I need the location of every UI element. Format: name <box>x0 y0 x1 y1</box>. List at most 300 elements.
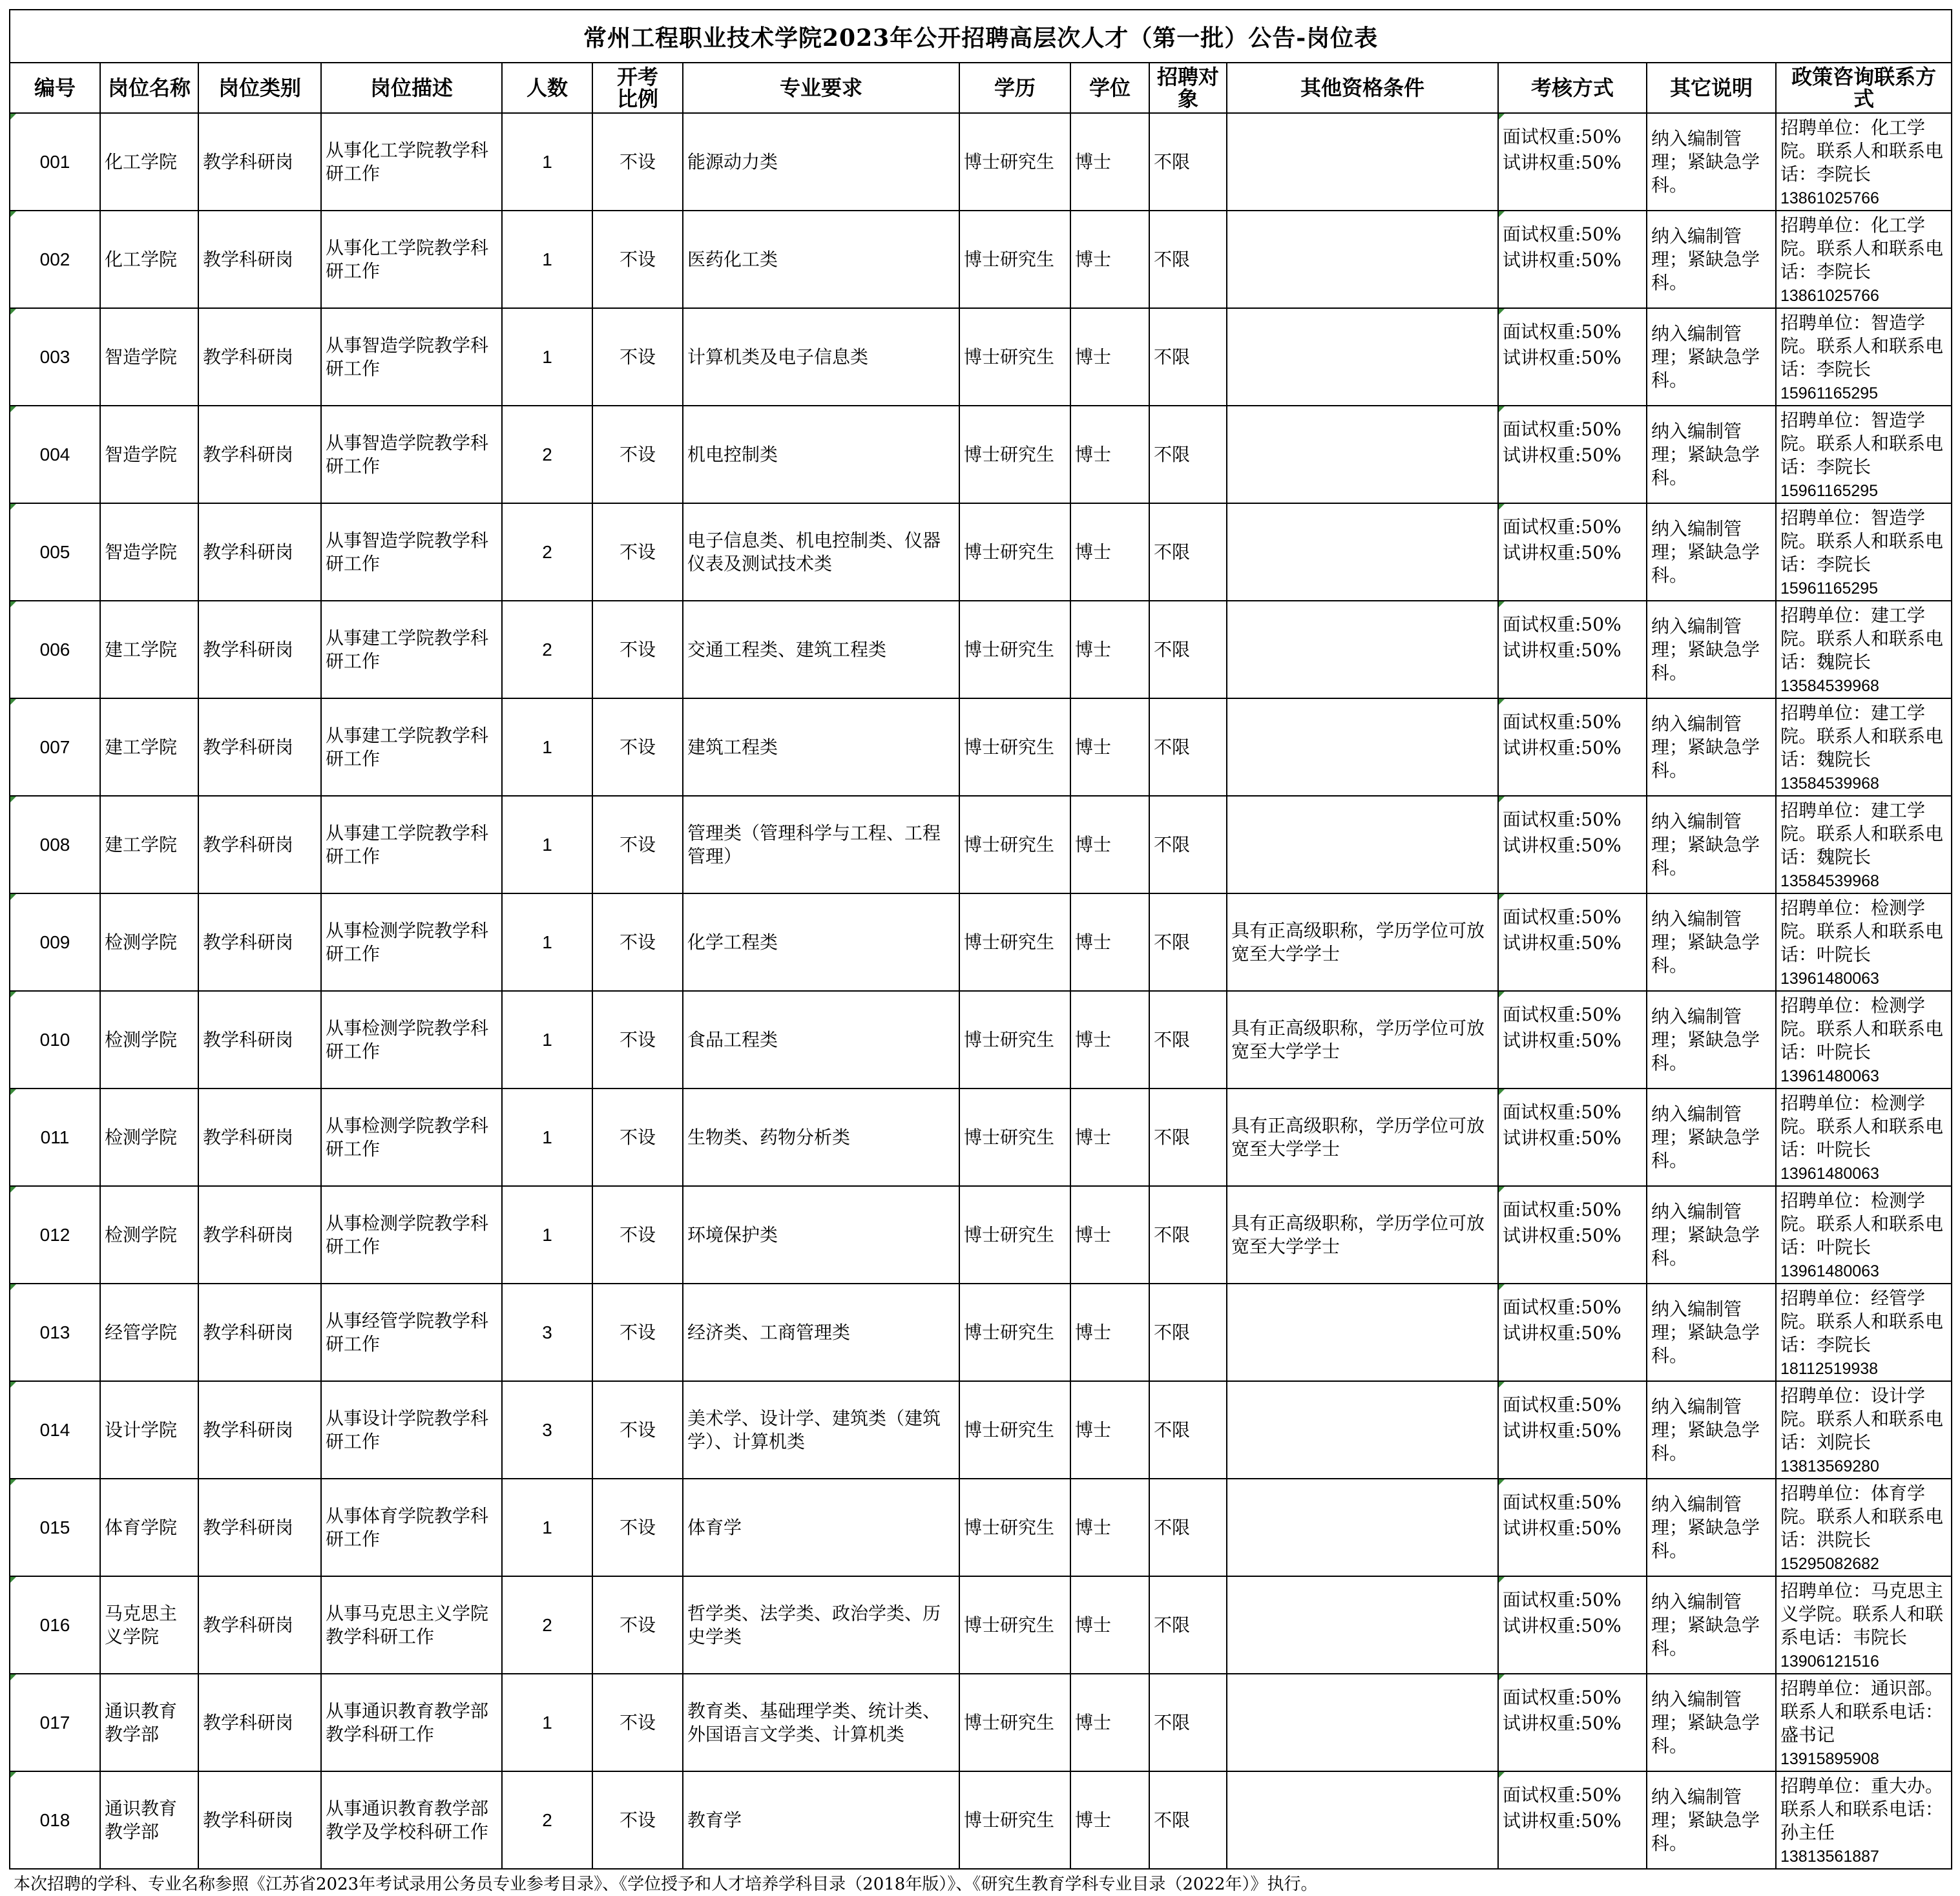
cell-notes: 纳入编制管理；紧缺急学科。 <box>1647 1089 1776 1186</box>
cell-description: 从事智造学院教学科研工作 <box>321 503 502 601</box>
cell-target: 不限 <box>1149 1381 1227 1479</box>
contact-phone: 13906121516 <box>1780 1652 1879 1671</box>
cell-notes: 纳入编制管理；紧缺急学科。 <box>1647 1381 1776 1479</box>
cell-notes: 纳入编制管理；紧缺急学科。 <box>1647 1186 1776 1284</box>
contact-text: 招聘单位：建工学院。联系人和联系电话：魏院长 <box>1780 702 1944 770</box>
cell-category: 教学科研岗 <box>198 1771 321 1869</box>
contact-phone: 13915895908 <box>1780 1750 1879 1768</box>
cell-no: 009 <box>10 893 100 991</box>
table-row <box>10 1771 1952 1869</box>
cell-target: 不限 <box>1149 893 1227 991</box>
cell-major: 经济类、工商管理类 <box>683 1284 959 1381</box>
cell-notes: 纳入编制管理；紧缺急学科。 <box>1647 211 1776 308</box>
cell-target: 不限 <box>1149 796 1227 893</box>
cell-position: 化工学院 <box>100 211 198 308</box>
header-target: 招聘对象 <box>1149 63 1227 113</box>
header-no: 编号 <box>10 63 100 113</box>
cell-no: 014 <box>10 1381 100 1479</box>
cell-education: 博士研究生 <box>959 1771 1070 1869</box>
table-body <box>10 113 1952 1869</box>
cell-other-conditions <box>1227 1771 1498 1869</box>
cell-description: 从事检测学院教学科研工作 <box>321 991 502 1089</box>
cell-category: 教学科研岗 <box>198 601 321 698</box>
cell-degree: 博士 <box>1070 503 1149 601</box>
cell-degree: 博士 <box>1070 1186 1149 1284</box>
cell-notes: 纳入编制管理；紧缺急学科。 <box>1647 1771 1776 1869</box>
cell-description: 从事化工学院教学科研工作 <box>321 113 502 211</box>
cell-count: 1 <box>502 991 592 1089</box>
lecture-weight: 试讲权重:50% <box>1503 932 1621 953</box>
cell-target: 不限 <box>1149 503 1227 601</box>
interview-weight: 面试权重:50% <box>1503 1101 1621 1123</box>
lecture-weight: 试讲权重:50% <box>1503 1420 1621 1441</box>
interview-weight: 面试权重:50% <box>1503 614 1621 635</box>
cell-major: 教育学 <box>683 1771 959 1869</box>
cell-position: 化工学院 <box>100 113 198 211</box>
cell-no: 001 <box>10 113 100 211</box>
cell-description: 从事建工学院教学科研工作 <box>321 796 502 893</box>
interview-weight: 面试权重:50% <box>1503 1004 1621 1025</box>
interview-weight: 面试权重:50% <box>1503 711 1621 733</box>
cell-exam <box>1498 1089 1647 1186</box>
cell-category: 教学科研岗 <box>198 991 321 1089</box>
cell-other-conditions <box>1227 1479 1498 1576</box>
cell-ratio: 不设 <box>592 1576 683 1674</box>
cell-position: 检测学院 <box>100 1186 198 1284</box>
cell-position: 检测学院 <box>100 1089 198 1186</box>
cell-contact <box>1776 1284 1952 1381</box>
lecture-weight: 试讲权重:50% <box>1503 444 1621 466</box>
cell-position: 体育学院 <box>100 1479 198 1576</box>
cell-other-conditions <box>1227 1284 1498 1381</box>
table-row <box>10 1381 1952 1479</box>
cell-category: 教学科研岗 <box>198 893 321 991</box>
cell-position: 建工学院 <box>100 601 198 698</box>
cell-target: 不限 <box>1149 1771 1227 1869</box>
cell-target: 不限 <box>1149 991 1227 1089</box>
cell-position: 检测学院 <box>100 893 198 991</box>
cell-description: 从事检测学院教学科研工作 <box>321 1186 502 1284</box>
contact-text: 招聘单位：设计学院。联系人和联系电话：刘院长 <box>1780 1385 1944 1453</box>
contact-phone: 13813561887 <box>1780 1848 1879 1866</box>
cell-position: 检测学院 <box>100 991 198 1089</box>
cell-category: 教学科研岗 <box>198 698 321 796</box>
contact-phone: 13584539968 <box>1780 872 1879 890</box>
cell-count: 3 <box>502 1381 592 1479</box>
cell-other-conditions <box>1227 698 1498 796</box>
cell-education: 博士研究生 <box>959 211 1070 308</box>
cell-no: 015 <box>10 1479 100 1576</box>
table-row <box>10 113 1952 211</box>
cell-education: 博士研究生 <box>959 113 1070 211</box>
cell-position: 智造学院 <box>100 503 198 601</box>
lecture-weight: 试讲权重:50% <box>1503 640 1621 661</box>
cell-exam <box>1498 1186 1647 1284</box>
interview-weight: 面试权重:50% <box>1503 321 1621 342</box>
cell-major: 建筑工程类 <box>683 698 959 796</box>
cell-category: 教学科研岗 <box>198 1479 321 1576</box>
contact-phone: 15961165295 <box>1780 384 1879 402</box>
cell-education: 博士研究生 <box>959 796 1070 893</box>
header-description: 岗位描述 <box>321 63 502 113</box>
cell-degree: 博士 <box>1070 893 1149 991</box>
table-row <box>10 503 1952 601</box>
header-contact: 政策咨询联系方式 <box>1776 63 1952 113</box>
cell-other-conditions <box>1227 211 1498 308</box>
cell-notes: 纳入编制管理；紧缺急学科。 <box>1647 1576 1776 1674</box>
cell-no: 012 <box>10 1186 100 1284</box>
cell-category: 教学科研岗 <box>198 308 321 406</box>
contact-phone: 13813569280 <box>1780 1457 1879 1475</box>
cell-degree: 博士 <box>1070 1771 1149 1869</box>
cell-other-conditions: 具有正高级职称，学历学位可放宽至大学学士 <box>1227 991 1498 1089</box>
cell-ratio: 不设 <box>592 1771 683 1869</box>
interview-weight: 面试权重:50% <box>1503 516 1621 537</box>
cell-count: 1 <box>502 1089 592 1186</box>
lecture-weight: 试讲权重:50% <box>1503 1127 1621 1149</box>
contact-text: 招聘单位：检测学院。联系人和联系电话：叶院长 <box>1780 897 1944 965</box>
cell-ratio: 不设 <box>592 113 683 211</box>
contact-text: 招聘单位：建工学院。联系人和联系电话：魏院长 <box>1780 605 1944 672</box>
contact-phone: 13961480063 <box>1780 1067 1879 1085</box>
cell-count: 1 <box>502 113 592 211</box>
contact-phone: 13961480063 <box>1780 1165 1879 1183</box>
cell-notes: 纳入编制管理；紧缺急学科。 <box>1647 601 1776 698</box>
cell-count: 1 <box>502 698 592 796</box>
cell-degree: 博士 <box>1070 1381 1149 1479</box>
table-row <box>10 601 1952 698</box>
cell-contact <box>1776 1381 1952 1479</box>
cell-notes: 纳入编制管理；紧缺急学科。 <box>1647 406 1776 503</box>
cell-other-conditions <box>1227 503 1498 601</box>
cell-degree: 博士 <box>1070 1576 1149 1674</box>
cell-education: 博士研究生 <box>959 1576 1070 1674</box>
cell-notes: 纳入编制管理；紧缺急学科。 <box>1647 1479 1776 1576</box>
cell-contact <box>1776 601 1952 698</box>
cell-contact <box>1776 1186 1952 1284</box>
cell-exam <box>1498 503 1647 601</box>
table-row <box>10 1089 1952 1186</box>
cell-other-conditions <box>1227 113 1498 211</box>
interview-weight: 面试权重:50% <box>1503 906 1621 928</box>
cell-ratio: 不设 <box>592 1284 683 1381</box>
table-row <box>10 211 1952 308</box>
cell-contact <box>1776 796 1952 893</box>
cell-no: 008 <box>10 796 100 893</box>
cell-category: 教学科研岗 <box>198 1089 321 1186</box>
cell-target: 不限 <box>1149 1089 1227 1186</box>
cell-no: 006 <box>10 601 100 698</box>
cell-target: 不限 <box>1149 1284 1227 1381</box>
cell-major: 机电控制类 <box>683 406 959 503</box>
cell-target: 不限 <box>1149 308 1227 406</box>
contact-text: 招聘单位：马克思主义学院。联系人和联系电话：韦院长 <box>1780 1580 1944 1648</box>
cell-no: 005 <box>10 503 100 601</box>
cell-ratio: 不设 <box>592 308 683 406</box>
cell-education: 博士研究生 <box>959 1186 1070 1284</box>
contact-text: 招聘单位：智造学院。联系人和联系电话：李院长 <box>1780 312 1944 380</box>
cell-position: 通识教育教学部 <box>100 1771 198 1869</box>
cell-exam <box>1498 211 1647 308</box>
cell-target: 不限 <box>1149 113 1227 211</box>
contact-text: 招聘单位：检测学院。联系人和联系电话：叶院长 <box>1780 995 1944 1063</box>
interview-weight: 面试权重:50% <box>1503 419 1621 440</box>
interview-weight: 面试权重:50% <box>1503 1199 1621 1220</box>
cell-count: 2 <box>502 601 592 698</box>
cell-count: 1 <box>502 796 592 893</box>
table-row <box>10 1576 1952 1674</box>
contact-phone: 15961165295 <box>1780 579 1879 598</box>
cell-description: 从事检测学院教学科研工作 <box>321 1089 502 1186</box>
cell-education: 博士研究生 <box>959 406 1070 503</box>
interview-weight: 面试权重:50% <box>1503 224 1621 245</box>
table-row <box>10 1284 1952 1381</box>
cell-position: 智造学院 <box>100 308 198 406</box>
cell-major: 交通工程类、建筑工程类 <box>683 601 959 698</box>
cell-degree: 博士 <box>1070 406 1149 503</box>
interview-weight: 面试权重:50% <box>1503 1297 1621 1318</box>
interview-weight: 面试权重:50% <box>1503 1784 1621 1806</box>
cell-no: 016 <box>10 1576 100 1674</box>
cell-no: 002 <box>10 211 100 308</box>
cell-contact <box>1776 1576 1952 1674</box>
cell-major: 管理类（管理科学与工程、工程管理） <box>683 796 959 893</box>
lecture-weight: 试讲权重:50% <box>1503 1810 1621 1831</box>
header-degree: 学位 <box>1070 63 1149 113</box>
header-category: 岗位类别 <box>198 63 321 113</box>
contact-text: 招聘单位：智造学院。联系人和联系电话：李院长 <box>1780 410 1944 477</box>
cell-other-conditions <box>1227 1674 1498 1771</box>
lecture-weight: 试讲权重:50% <box>1503 347 1621 368</box>
cell-target: 不限 <box>1149 1576 1227 1674</box>
cell-position: 建工学院 <box>100 796 198 893</box>
cell-degree: 博士 <box>1070 601 1149 698</box>
contact-text: 招聘单位：建工学院。联系人和联系电话：魏院长 <box>1780 800 1944 868</box>
contact-text: 招聘单位：体育学院。联系人和联系电话：洪院长 <box>1780 1483 1944 1550</box>
contact-phone: 15295082682 <box>1780 1555 1879 1573</box>
cell-ratio: 不设 <box>592 211 683 308</box>
cell-major: 体育学 <box>683 1479 959 1576</box>
contact-text: 招聘单位：经管学院。联系人和联系电话：李院长 <box>1780 1287 1944 1355</box>
cell-contact <box>1776 1674 1952 1771</box>
cell-ratio: 不设 <box>592 503 683 601</box>
cell-exam <box>1498 698 1647 796</box>
cell-position: 经管学院 <box>100 1284 198 1381</box>
table-row <box>10 1186 1952 1284</box>
contact-text: 招聘单位：智造学院。联系人和联系电话：李院长 <box>1780 507 1944 575</box>
table-row <box>10 893 1952 991</box>
cell-position: 建工学院 <box>100 698 198 796</box>
cell-category: 教学科研岗 <box>198 1674 321 1771</box>
lecture-weight: 试讲权重:50% <box>1503 835 1621 856</box>
cell-education: 博士研究生 <box>959 1089 1070 1186</box>
table-row <box>10 308 1952 406</box>
interview-weight: 面试权重:50% <box>1503 809 1621 830</box>
cell-count: 1 <box>502 1186 592 1284</box>
cell-position: 设计学院 <box>100 1381 198 1479</box>
lecture-weight: 试讲权重:50% <box>1503 1713 1621 1734</box>
cell-exam <box>1498 406 1647 503</box>
contact-phone: 13861025766 <box>1780 287 1879 305</box>
cell-other-conditions <box>1227 796 1498 893</box>
cell-education: 博士研究生 <box>959 601 1070 698</box>
cell-degree: 博士 <box>1070 991 1149 1089</box>
lecture-weight: 试讲权重:50% <box>1503 737 1621 758</box>
cell-description: 从事通识教育教学部教学及学校科研工作 <box>321 1771 502 1869</box>
header-ratio: 开考比例 <box>592 63 683 113</box>
lecture-weight: 试讲权重:50% <box>1503 1030 1621 1051</box>
interview-weight: 面试权重:50% <box>1503 1687 1621 1708</box>
cell-education: 博士研究生 <box>959 1479 1070 1576</box>
contact-phone: 13961480063 <box>1780 970 1879 988</box>
contact-phone: 13861025766 <box>1780 189 1879 207</box>
cell-other-conditions <box>1227 406 1498 503</box>
cell-other-conditions: 具有正高级职称，学历学位可放宽至大学学士 <box>1227 893 1498 991</box>
cell-no: 004 <box>10 406 100 503</box>
cell-target: 不限 <box>1149 698 1227 796</box>
lecture-weight: 试讲权重:50% <box>1503 1615 1621 1636</box>
cell-no: 010 <box>10 991 100 1089</box>
cell-education: 博士研究生 <box>959 991 1070 1089</box>
cell-degree: 博士 <box>1070 113 1149 211</box>
header-exam: 考核方式 <box>1498 63 1647 113</box>
cell-no: 013 <box>10 1284 100 1381</box>
contact-phone: 13584539968 <box>1780 677 1879 695</box>
cell-other-conditions <box>1227 1381 1498 1479</box>
header-position: 岗位名称 <box>100 63 198 113</box>
contact-phone: 15961165295 <box>1780 482 1879 500</box>
cell-exam <box>1498 601 1647 698</box>
cell-category: 教学科研岗 <box>198 211 321 308</box>
cell-contact <box>1776 991 1952 1089</box>
lecture-weight: 试讲权重:50% <box>1503 1225 1621 1246</box>
contact-phone: 13961480063 <box>1780 1262 1879 1280</box>
table-row <box>10 991 1952 1089</box>
cell-count: 1 <box>502 1479 592 1576</box>
contact-phone: 18112519938 <box>1780 1360 1879 1378</box>
cell-ratio: 不设 <box>592 1089 683 1186</box>
cell-category: 教学科研岗 <box>198 1381 321 1479</box>
cell-major: 能源动力类 <box>683 113 959 211</box>
cell-exam <box>1498 1479 1647 1576</box>
cell-contact <box>1776 211 1952 308</box>
cell-notes: 纳入编制管理；紧缺急学科。 <box>1647 308 1776 406</box>
cell-exam <box>1498 1771 1647 1869</box>
lecture-weight: 试讲权重:50% <box>1503 249 1621 271</box>
cell-no: 017 <box>10 1674 100 1771</box>
cell-other-conditions: 具有正高级职称，学历学位可放宽至大学学士 <box>1227 1089 1498 1186</box>
cell-ratio: 不设 <box>592 601 683 698</box>
cell-notes: 纳入编制管理；紧缺急学科。 <box>1647 113 1776 211</box>
cell-notes: 纳入编制管理；紧缺急学科。 <box>1647 796 1776 893</box>
contact-text: 招聘单位：化工学院。联系人和联系电话：李院长 <box>1780 214 1944 282</box>
cell-category: 教学科研岗 <box>198 503 321 601</box>
cell-ratio: 不设 <box>592 991 683 1089</box>
cell-description: 从事建工学院教学科研工作 <box>321 601 502 698</box>
cell-exam <box>1498 1576 1647 1674</box>
cell-count: 1 <box>502 1674 592 1771</box>
footnote: 本次招聘的学科、专业名称参照《江苏省2023年考试录用公务员专业参考目录》、《学位授予和人才培养学科目录（2018年版）》、《研究生教育学科专业目录（2022年）》执行。 <box>14 1875 1318 1894</box>
table-row <box>10 1479 1952 1576</box>
contact-text: 招聘单位：检测学院。联系人和联系电话：叶院长 <box>1780 1190 1944 1258</box>
cell-count: 2 <box>502 1771 592 1869</box>
cell-contact <box>1776 113 1952 211</box>
contact-text: 招聘单位：检测学院。联系人和联系电话：叶院长 <box>1780 1092 1944 1160</box>
cell-category: 教学科研岗 <box>198 1284 321 1381</box>
interview-weight: 面试权重:50% <box>1503 1394 1621 1415</box>
cell-notes: 纳入编制管理；紧缺急学科。 <box>1647 1674 1776 1771</box>
cell-category: 教学科研岗 <box>198 1576 321 1674</box>
cell-category: 教学科研岗 <box>198 1186 321 1284</box>
cell-contact <box>1776 1479 1952 1576</box>
cell-category: 教学科研岗 <box>198 113 321 211</box>
cell-position: 智造学院 <box>100 406 198 503</box>
cell-degree: 博士 <box>1070 1674 1149 1771</box>
cell-notes: 纳入编制管理；紧缺急学科。 <box>1647 1284 1776 1381</box>
cell-description: 从事化工学院教学科研工作 <box>321 211 502 308</box>
cell-count: 2 <box>502 503 592 601</box>
cell-contact <box>1776 1089 1952 1186</box>
interview-weight: 面试权重:50% <box>1503 126 1621 147</box>
cell-contact <box>1776 406 1952 503</box>
cell-major: 食品工程类 <box>683 991 959 1089</box>
header-major: 专业要求 <box>683 63 959 113</box>
cell-target: 不限 <box>1149 211 1227 308</box>
cell-education: 博士研究生 <box>959 1284 1070 1381</box>
lecture-weight: 试讲权重:50% <box>1503 542 1621 563</box>
cell-category: 教学科研岗 <box>198 406 321 503</box>
cell-description: 从事建工学院教学科研工作 <box>321 698 502 796</box>
cell-contact <box>1776 893 1952 991</box>
cell-ratio: 不设 <box>592 1674 683 1771</box>
cell-description: 从事体育学院教学科研工作 <box>321 1479 502 1576</box>
cell-ratio: 不设 <box>592 406 683 503</box>
cell-degree: 博士 <box>1070 1284 1149 1381</box>
cell-description: 从事经管学院教学科研工作 <box>321 1284 502 1381</box>
cell-major: 环境保护类 <box>683 1186 959 1284</box>
cell-ratio: 不设 <box>592 893 683 991</box>
cell-description: 从事检测学院教学科研工作 <box>321 893 502 991</box>
cell-major: 计算机类及电子信息类 <box>683 308 959 406</box>
cell-exam <box>1498 893 1647 991</box>
cell-target: 不限 <box>1149 1186 1227 1284</box>
header-count: 人数 <box>502 63 592 113</box>
cell-education: 博士研究生 <box>959 503 1070 601</box>
contact-text: 招聘单位：通识部。联系人和联系电话：盛书记 <box>1780 1678 1944 1745</box>
cell-description: 从事通识教育教学部教学科研工作 <box>321 1674 502 1771</box>
cell-category: 教学科研岗 <box>198 796 321 893</box>
cell-contact <box>1776 308 1952 406</box>
contact-text: 招聘单位：重大办。联系人和联系电话：孙主任 <box>1780 1775 1944 1843</box>
cell-contact <box>1776 1771 1952 1869</box>
header-row <box>10 63 1952 113</box>
cell-major: 医药化工类 <box>683 211 959 308</box>
cell-exam <box>1498 113 1647 211</box>
cell-notes: 纳入编制管理；紧缺急学科。 <box>1647 698 1776 796</box>
cell-major: 电子信息类、机电控制类、仪器仪表及测试技术类 <box>683 503 959 601</box>
cell-notes: 纳入编制管理；紧缺急学科。 <box>1647 503 1776 601</box>
cell-description: 从事马克思主义学院教学科研工作 <box>321 1576 502 1674</box>
cell-count: 2 <box>502 1576 592 1674</box>
cell-position: 通识教育教学部 <box>100 1674 198 1771</box>
page-title: 常州工程职业技术学院2023年公开招聘高层次人才（第一批）公告-岗位表 <box>10 10 1952 63</box>
cell-position: 马克思主义学院 <box>100 1576 198 1674</box>
job-table-sheet <box>9 9 1951 1896</box>
cell-ratio: 不设 <box>592 1479 683 1576</box>
cell-degree: 博士 <box>1070 698 1149 796</box>
cell-no: 007 <box>10 698 100 796</box>
cell-other-conditions: 具有正高级职称，学历学位可放宽至大学学士 <box>1227 1186 1498 1284</box>
